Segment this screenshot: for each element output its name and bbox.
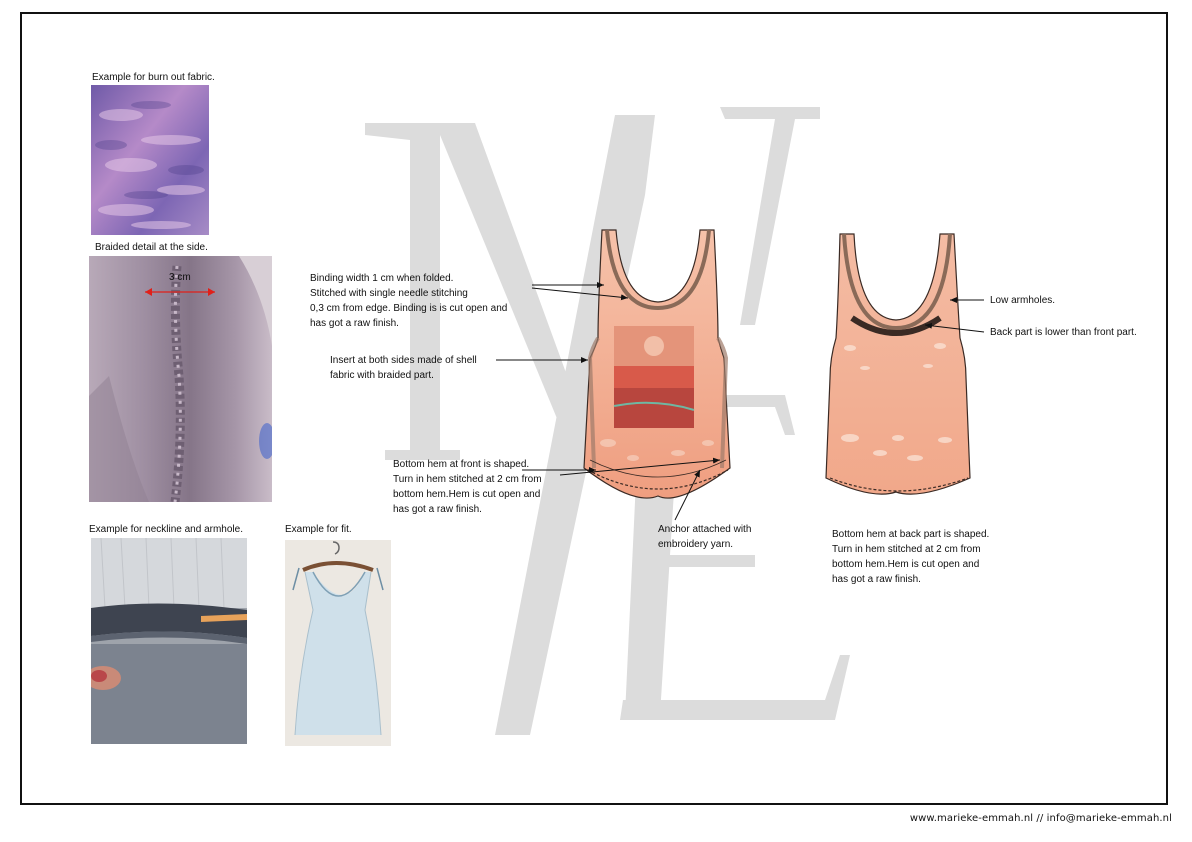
footer-contact: www.marieke-emmah.nl // info@marieke-emmah.nl [909, 813, 1172, 824]
caption-neckline: Example for neckline and armhole. [89, 524, 243, 535]
annotation-binding: Binding width 1 cm when folded. Stitched with single needle stitching 0,3 cm from edge. Binding is is cut open and has got a raw finish. [310, 273, 508, 329]
annotation-anchor: Anchor attached with embroidery yarn. [658, 524, 752, 550]
annotation-insert: Insert at both sides made of shell fabric with braided part. [330, 355, 477, 381]
annotation-back-hem: Bottom hem at back part is shaped. Turn in hem stitched at 2 cm from bottom hem.Hem is cut open and has got a raw finish. [832, 529, 990, 585]
annotation-low-armholes: Low armholes. [990, 295, 1056, 306]
caption-burnout: Example for burn out fabric. [92, 72, 215, 83]
caption-fit: Example for fit. [285, 524, 352, 535]
annotation-back-part: Back part is lower than front part. [990, 327, 1137, 338]
braided-measure-label: 3 cm [169, 272, 191, 283]
annotation-front-hem: Bottom hem at front is shaped. Turn in hem stitched at 2 cm from bottom hem.Hem is cut open and has got a raw finish. [393, 459, 542, 515]
caption-braided: Braided detail at the side. [95, 242, 208, 253]
